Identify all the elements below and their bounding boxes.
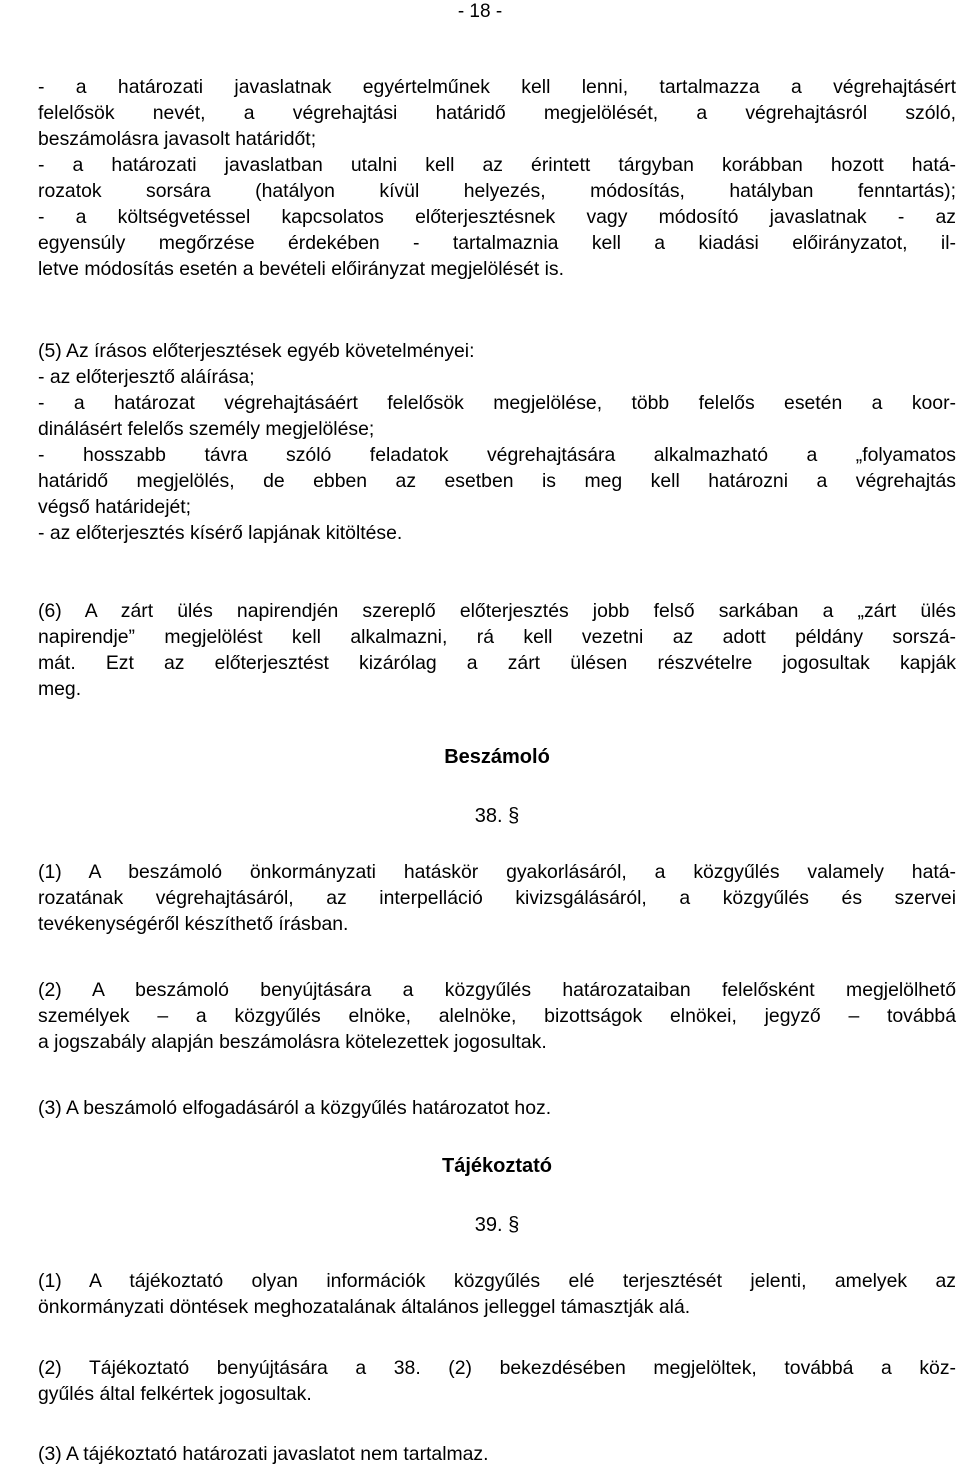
text-line: gyűlés által felkértek jogosultak. (38, 1383, 312, 1405)
text-line: rozatának végrehajtásáról, az interpelláció kivizsgálásáról, a közgyűlés és szervei (38, 887, 956, 909)
text-line: (6) A zárt ülés napirendjén szereplő előterjesztés jobb felső sarkában a „zárt ülés (38, 600, 956, 622)
text-line: meg. (38, 678, 82, 700)
paragraph-38-3 (38, 1095, 956, 1121)
text-line: - a határozat végrehajtásáért felelősök megjelölése, több felelős esetén a koor- (38, 392, 956, 414)
text-line: rozatok sorsára (hatályon kívül helyezés, módosítás, hatályban fenntartás); (38, 180, 956, 202)
heading-beszamolo: Beszámoló (444, 746, 550, 768)
text-line: - az előterjesztő aláírása; (38, 366, 255, 388)
text-line: tevékenységéről készíthető írásban. (38, 913, 349, 935)
paragraph-5 (38, 338, 956, 546)
page-number: - 18 - (457, 1, 503, 22)
text-line: (3) A beszámoló elfogadásáról a közgyűlés határozatot hoz. (38, 1097, 552, 1119)
paragraph-requirements-list (38, 74, 956, 282)
text-line: - a határozati javaslatban utalni kell az érintett tárgyban korábban hozott hatá- (38, 154, 956, 176)
text-line: beszámolásra javasolt határidőt; (38, 128, 317, 150)
paragraph-6 (38, 598, 956, 702)
text-line: a jogszabály alapján beszámolásra kötelezettek jogosultak. (38, 1031, 547, 1053)
paragraph-39-2 (38, 1355, 956, 1407)
text-line: végső határidejét; (38, 496, 192, 518)
text-line: - hosszabb távra szóló feladatok végrehajtására alkalmazható a „folyamatos (38, 444, 956, 466)
text-line: dinálásért felelős személy megjelölése; (38, 418, 375, 440)
text-line: (2) A beszámoló benyújtására a közgyűlés határozataiban felelősként megjelölhető (38, 979, 956, 1001)
text-line: mát. Ezt az előterjesztést kizárólag a zárt ülésen részvételre jogosultak kapják (38, 652, 956, 674)
text-line: személyek – a közgyűlés elnöke, alelnöke, bizottságok elnökei, jegyző – továbbá (38, 1005, 956, 1027)
text-line: határidő megjelölés, de ebben az esetben is meg kell határozni a végrehajtás (38, 470, 956, 492)
text-line: egyensúly megőrzése érdekében - tartalmaznia kell a kiadási előirányzatot, il- (38, 232, 956, 254)
section-38: 38. § (474, 805, 520, 827)
text-line: (3) A tájékoztató határozati javaslatot nem tartalmaz. (38, 1443, 489, 1465)
heading-tajekoztato: Tájékoztató (441, 1155, 553, 1177)
section-39: 39. § (474, 1214, 520, 1236)
text-line: (1) A tájékoztató olyan információk közgyűlés elé terjesztését jelenti, amelyek az (38, 1270, 956, 1292)
text-line: - a határozati javaslatnak egyértelműnek kell lenni, tartalmazza a végrehajtásért (38, 76, 956, 98)
paragraph-39-1 (38, 1268, 956, 1320)
text-line: (2) Tájékoztató benyújtására a 38. (2) bekezdésében megjelöltek, továbbá a köz- (38, 1357, 956, 1379)
paragraph-39-3 (38, 1441, 956, 1467)
text-line: letve módosítás esetén a bevételi előirányzat megjelölését is. (38, 258, 564, 280)
text-line: (1) A beszámoló önkormányzati hatáskör gyakorlásáról, a közgyűlés valamely hatá- (38, 861, 956, 883)
paragraph-38-2 (38, 977, 956, 1055)
text-line: - a költségvetéssel kapcsolatos előterjesztésnek vagy módosító javaslatnak - az (38, 206, 956, 228)
text-line: napirendje” megjelölést kell alkalmazni, rá kell vezetni az adott példány sorszá- (38, 626, 956, 648)
text-line: felelősök nevét, a végrehajtási határidő megjelölését, a végrehajtásról szóló, (38, 102, 956, 124)
text-line: - az előterjesztés kísérő lapjának kitöltése. (38, 522, 403, 544)
paragraph-38-1 (38, 859, 956, 937)
text-line: (5) Az írásos előterjesztések egyéb követelményei: (38, 340, 475, 362)
text-line: önkormányzati döntések meghozatalának általános jelleggel támasztják alá. (38, 1296, 691, 1318)
